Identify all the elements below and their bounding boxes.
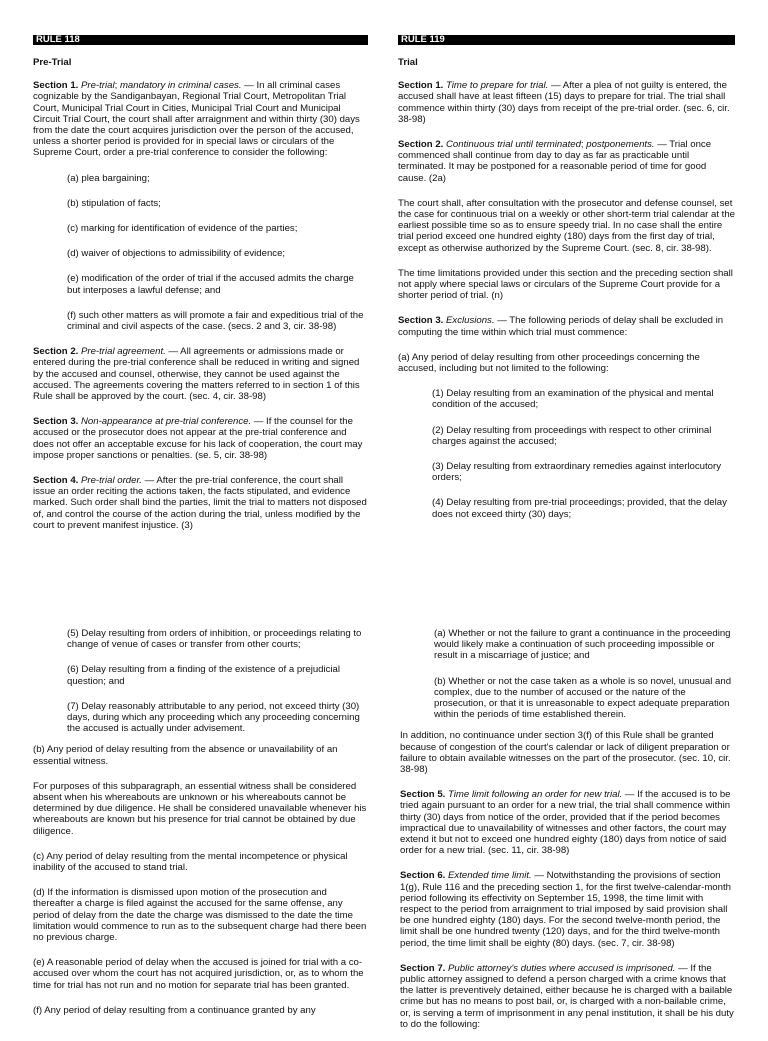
r119-section-3: Section 3. Exclusions. — The following periods of delay shall be excluded in computing the time within which trial must commence:: [398, 315, 724, 338]
r118-item-e: (e) modification of the order of trial if the accused admits the charge but interposes a lawful defense; and: [67, 273, 354, 296]
r118-item-f: (f) such other matters as will promote a fair and expeditious trial of the criminal and civil aspects of the case. (secs. 2 and 3, cir. 38-98): [67, 309, 364, 333]
page-2-left-column: [33, 628, 368, 1027]
continuance-factor-a: (a) Whether or not the failure to grant a continuance in the proceeding would likely make a continuation of such proceeding impossible or result in a miscarriage of justice; and: [434, 628, 731, 662]
r119-a-item-3: (3) Delay resulting from extraordinary remedies against interlocutory orders;: [432, 461, 721, 484]
continuance-factor-b: (b) Whether or not the case taken as a whole is so novel, unusual and complex, due to the number of accused or the nature of the prosecution, or that it is unreasonable to expect adequate preparation within the periods of time established therein.: [434, 675, 732, 721]
rule-118-title: Pre-Trial: [33, 57, 72, 68]
exclusion-b: (b) Any period of delay resulting from the absence or unavailability of an essential witness.: [33, 744, 338, 767]
r118-section-3: Section 3. Non-appearance at pre-trial conference. — If the counsel for the accused or the prosecutor does not appear at the pre-trial conference and does not offer an acceptable excuse for his lack of cooperation, the court may impose proper sanctions or penalties. (se. 5, cir. 38-98): [33, 416, 363, 461]
r119-section-7: Section 7. Public attorney's duties where accused is imprisoned. — If the public attorney assigned to defend a person charged with a crime knows that the latter is preventively detained, either because he is charged with a bailable crime but has no means to post bail, or, is charged with a non-bailable crime, or, is serving a term of imprisonment in any penal institution, it shall be his duty to do the following:: [400, 962, 734, 1030]
exclusion-d: (d) If the information is dismissed upon motion of the prosecution and thereafter a charge is filed against the accused for the same offense, any period of delay from the date the charge was dismissed to the date the time limitation would commence to run as to the subsequent charge had there been no previous charge.: [33, 887, 367, 944]
r119-time-limit-paragraph: The time limitations provided under this section and the preceding section shall not apply where special laws or circulars of the Supreme Court provide for a shorter period of trial. (n): [398, 267, 733, 302]
r118-item-c: (c) marking for identification of evidence of the parties;: [67, 223, 298, 235]
exclusion-item-6: (6) Delay resulting from a finding of the existence of a prejudicial question; and: [67, 664, 341, 687]
r119-exclusion-a: (a) Any period of delay resulting from other proceedings concerning the accused, including but not limited to the following:: [398, 351, 700, 375]
rule-118-header: RULE 118: [33, 35, 368, 45]
r118-section-2: Section 2. Pre-trial agreement. — All agreements or admissions made or entered during the pre-trial conference shall be reduced in writing and signed by the accused and counsel, otherwise, they cannot be used against the accused. The agreements covering the matters referred to in section 1 of this Rule shall be approved by the court. (sec. 4, cir. 38-98): [33, 346, 360, 403]
r119-court-paragraph: The court shall, after consultation with the prosecutor and defense counsel, set the case for continuous trial on a weekly or other short-term trial calendar at the earliest possible time so as to ensure speedy trial. In no case shall the entire trial period exceed one hundred eighty (180) days from the first day of trial, except as otherwise authorized by the Supreme Court. (sec. 8, cir. 38-98).: [398, 197, 736, 254]
exclusion-c: (c) Any period of delay resulting from the mental incompetence or physical inability of the accused to stand trial.: [33, 850, 348, 874]
r119-a-item-2: (2) Delay resulting from proceedings with respect to other criminal charges against the accused;: [432, 424, 712, 447]
r118-item-d: (d) waiver of objections to admissibility of evidence;: [67, 248, 286, 260]
r118-section-1: Section 1. Pre-trial; mandatory in criminal cases. — In all criminal cases cognizable by the Sandiganbayan, Regional Trial Court, Metropolitan Trial Court, Municipal Trial Court in Cities, Municipal Trial Court and Municipal Circuit Trial Court, the court shall after arraignment and within thirty (30) days from the date the court acquires jurisdiction over the person of the accused, unless a shorter period is provided for in special laws or circulars of the Supreme Court, order a pre-trial conference to consider the following:: [33, 80, 360, 159]
r119-section-5: Section 5. Time limit following an order for new trial. — If the accused is to be tried again pursuant to an order for a new trial, the trial shall commence within thirty (30) days from notice of the order, provided that if the period becomes impractical due to unavailability of witnesses and other factors, the court may extend it but not to exceed one hundred eighty (180) days from notice of said order for a new trial. (sec. 11, cir. 38-98): [400, 789, 731, 857]
rule-119-title: Trial: [398, 57, 418, 68]
rule-119-header: RULE 119: [398, 35, 735, 45]
exclusion-item-7: (7) Delay reasonably attributable to any period, not exceed thirty (30) days, during which any proceeding which any proceeding concerning the accused is actually under advisement.: [67, 700, 360, 735]
essential-witness-paragraph: For purposes of this subparagraph, an essential witness shall be considered absent when his whereabouts are unknown or his whereabouts cannot be determined by due diligence. He shall be considered unavailable whenever his whereabouts are known but his presence for trial cannot be obtained by due diligence.: [33, 780, 367, 837]
rule-119-column: [398, 35, 735, 531]
r118-section-4: Section 4. Pre-trial order. — After the pre-trial conference, the court shall issue an order reciting the actions taken, the facts stipulated, and evidence marked. Such order shall bind the parties, limit the trial to matters not disposed of, and control the course of the action during the trial, unless modified by the court to prevent manifest injustice. (3): [33, 475, 367, 531]
exclusion-item-5: (5) Delay resulting from orders of inhibition, or proceedings relating to change of venue of cases or transfer from other courts;: [67, 628, 362, 651]
no-continuance-paragraph: In addition, no continuance under section 3(f) of this Rule shall be granted because of congestion of the court's calendar or lack of diligent preparation or failure to obtain available witnesses on the part of the prosecutor. (sec. 10, cir. 38-98): [400, 730, 731, 776]
r119-a-item-4: (4) Delay resulting from pre-trial proceedings; provided, that the delay does not exceed thirty (30) days;: [432, 497, 727, 520]
rule-118-column: [33, 35, 368, 542]
r119-a-item-1: (1) Delay resulting from an examination of the physical and mental condition of the accused;: [432, 388, 714, 411]
r118-item-a: (a) plea bargaining;: [67, 172, 150, 184]
exclusion-e: (e) A reasonable period of delay when the accused is joined for trial with a co-accused over whom the court has not acquired jurisdiction, or, as to whom the time for trial has not run and no motion for separate trial has been granted.: [33, 957, 364, 991]
r119-section-6: Section 6. Extended time limit. — Notwithstanding the provisions of section 1(g), Rule 116 and the preceding section 1, for the first twelve-calendar-month period following its effectivity on September 15, 1998, the time limit with respect to the period from arraignment to trial imposed by said provision shall be one hundred eighty (180) days. For the second twelve-month period, the limit shall be one hundred twenty (120) days, and for the third twelve-month period, the time limit shall be eighty (80) days. (sec. 7, cir. 38-98): [400, 870, 731, 949]
r119-section-1: Section 1. Time to prepare for trial. — After a plea of not guilty is entered, the accused shall have at least fifteen (15) days to prepare for trial. The trial shall commence within thirty (30) days from receipt of the pre-trial order. (sec. 6, cir. 38-98): [398, 80, 730, 125]
page-2-right-column: [400, 628, 735, 1041]
r119-section-2: Section 2. Continuous trial until terminated; postponements. — Trial once commenced shall continue from day to day as far as practicable until terminated. It may be postponed for a reasonable period of time for good cause. (2a): [398, 139, 712, 184]
exclusion-f: (f) Any period of delay resulting from a continuance granted by any: [33, 1004, 316, 1016]
r118-item-b: (b) stipulation of facts;: [67, 197, 161, 209]
